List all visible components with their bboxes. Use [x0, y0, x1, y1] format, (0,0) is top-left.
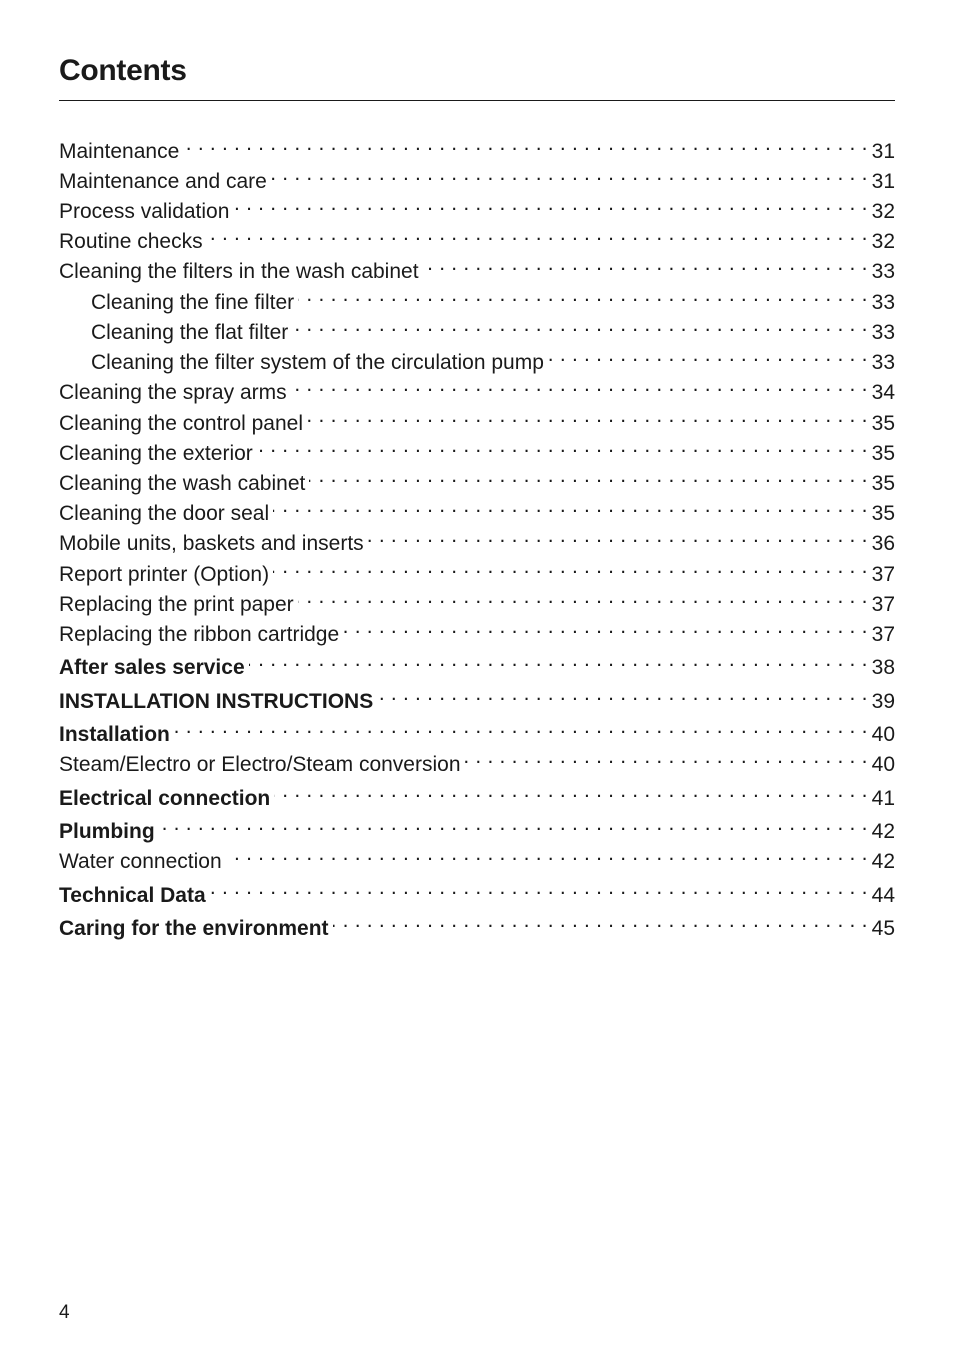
toc-entry-installation[interactable]	[59, 713, 895, 746]
toc-entry-page: 37	[871, 623, 895, 646]
dot-leader	[548, 341, 868, 369]
toc-entry-routine-checks[interactable]	[59, 220, 895, 253]
toc-entry-label: Caring for the environment	[59, 917, 329, 940]
toc-entry-page: 39	[871, 690, 895, 713]
toc-entry-label: Maintenance and care	[59, 170, 267, 193]
toc-entry-maintenance[interactable]	[59, 130, 895, 163]
toc-entry-label: Routine checks	[59, 230, 203, 253]
page-number: 4	[59, 1302, 70, 1323]
toc-entry-page: 36	[871, 532, 895, 555]
dot-leader	[174, 713, 868, 741]
dot-leader	[249, 646, 868, 674]
toc-entry-page: 33	[871, 321, 895, 344]
toc-entry-cleaning-door-seal[interactable]	[59, 492, 895, 525]
toc-entry-label: Steam/Electro or Electro/Steam conversion	[59, 753, 461, 776]
dot-leader	[307, 402, 868, 430]
dot-leader	[159, 810, 868, 838]
toc-entry-label: Plumbing	[59, 820, 155, 843]
toc-entry-label: Report printer (Option)	[59, 563, 270, 586]
toc-entry-label: Replacing the ribbon cartridge	[59, 623, 340, 646]
toc-entry-label: Cleaning the fine filter	[91, 291, 295, 314]
toc-entry-label: Water connection	[59, 850, 222, 873]
toc-entry-label: Cleaning the door seal	[59, 502, 270, 525]
toc-entry-cleaning-wash-cabinet[interactable]	[59, 462, 895, 495]
toc-entry-page: 31	[871, 140, 895, 163]
toc-entry-page: 42	[871, 850, 895, 873]
toc-entry-page: 35	[871, 472, 895, 495]
toc-entry-label: Cleaning the filter system of the circulation pump	[91, 351, 544, 374]
toc-entry-label: Cleaning the exterior	[59, 442, 253, 465]
toc-entry-page: 44	[871, 884, 895, 907]
toc-entry-water-connection[interactable]	[59, 840, 895, 873]
toc-entry-label: Process validation	[59, 200, 230, 223]
dot-leader	[423, 250, 868, 278]
toc-entry-plumbing[interactable]	[59, 810, 895, 843]
title-divider	[59, 100, 895, 101]
toc-entry-replacing-print-paper[interactable]	[59, 583, 895, 616]
toc-entry-page: 33	[871, 291, 895, 314]
toc-entry-page: 34	[871, 381, 895, 404]
toc-entry-page: 38	[871, 656, 895, 679]
toc-entry-label: Maintenance	[59, 140, 180, 163]
toc-entry-page: 40	[871, 753, 895, 776]
dot-leader	[465, 743, 868, 771]
dot-leader	[233, 190, 867, 218]
toc-entry-cleaning-spray-arms[interactable]	[59, 371, 895, 404]
toc-entry-maintenance-and-care[interactable]	[59, 160, 895, 193]
toc-entry-page: 37	[871, 563, 895, 586]
toc-entry-cleaning-control-panel[interactable]	[59, 402, 895, 435]
toc-entry-mobile-units[interactable]	[59, 522, 895, 555]
dot-leader	[309, 462, 867, 490]
toc-entry-cleaning-flat-filter[interactable]	[59, 311, 895, 344]
toc-entry-replacing-ribbon-cartridge[interactable]	[59, 613, 895, 646]
toc-entry-page: 40	[871, 723, 895, 746]
dot-leader	[333, 907, 868, 935]
dot-leader	[274, 777, 867, 805]
toc-entry-page: 32	[871, 230, 895, 253]
toc-entry-steam-electro-conversion[interactable]	[59, 743, 895, 776]
dot-leader	[298, 583, 868, 611]
toc-entry-process-validation[interactable]	[59, 190, 895, 223]
toc-entry-label: Cleaning the control panel	[59, 412, 304, 435]
toc-entry-label: Replacing the print paper	[59, 593, 294, 616]
dot-leader	[291, 371, 868, 399]
toc-entry-label: Installation	[59, 723, 170, 746]
toc-entry-page: 32	[871, 200, 895, 223]
toc-entry-page: 41	[871, 787, 895, 810]
dot-leader	[343, 613, 867, 641]
toc-entry-label: Electrical connection	[59, 787, 271, 810]
dot-leader	[292, 311, 867, 339]
dot-leader	[273, 553, 868, 581]
dot-leader	[368, 522, 868, 550]
toc-entry-report-printer[interactable]	[59, 553, 895, 586]
toc-entry-cleaning-filters[interactable]	[59, 250, 895, 283]
toc-entry-cleaning-circulation-pump[interactable]	[59, 341, 895, 374]
toc-entry-page: 35	[871, 442, 895, 465]
toc-entry-page: 31	[871, 170, 895, 193]
toc-entry-cleaning-exterior[interactable]	[59, 432, 895, 465]
dot-leader	[377, 680, 867, 708]
dot-leader	[257, 432, 868, 460]
toc-entry-page: 42	[871, 820, 895, 843]
dot-leader	[271, 160, 868, 188]
toc-entry-page: 33	[871, 260, 895, 283]
toc-entry-label: Cleaning the filters in the wash cabinet	[59, 260, 419, 283]
toc-entry-label: After sales service	[59, 656, 245, 679]
dot-leader	[226, 840, 868, 868]
toc-entry-label: INSTALLATION INSTRUCTIONS	[59, 690, 374, 713]
toc-entry-label: Mobile units, baskets and inserts	[59, 532, 364, 555]
toc-entry-label: Cleaning the wash cabinet	[59, 472, 306, 495]
toc-entry-electrical-connection[interactable]	[59, 777, 895, 810]
dot-leader	[183, 130, 867, 158]
toc-entry-page: 37	[871, 593, 895, 616]
dot-leader	[207, 220, 868, 248]
toc-entry-installation-instructions[interactable]	[59, 680, 895, 713]
page-title: Contents	[59, 54, 187, 87]
toc-entry-label: Technical Data	[59, 884, 206, 907]
toc-entry-caring-for-environment[interactable]	[59, 907, 895, 940]
toc-entry-technical-data[interactable]	[59, 874, 895, 907]
toc-entry-page: 35	[871, 412, 895, 435]
toc-entry-cleaning-fine-filter[interactable]	[59, 281, 895, 314]
toc-entry-page: 45	[871, 917, 895, 940]
toc-entry-label: Cleaning the spray arms	[59, 381, 287, 404]
dot-leader	[210, 874, 868, 902]
dot-leader	[273, 492, 867, 520]
toc-entry-after-sales-service[interactable]	[59, 646, 895, 679]
toc-entry-page: 33	[871, 351, 895, 374]
toc-entry-page: 35	[871, 502, 895, 525]
dot-leader	[298, 281, 868, 309]
toc-entry-label: Cleaning the flat filter	[91, 321, 289, 344]
